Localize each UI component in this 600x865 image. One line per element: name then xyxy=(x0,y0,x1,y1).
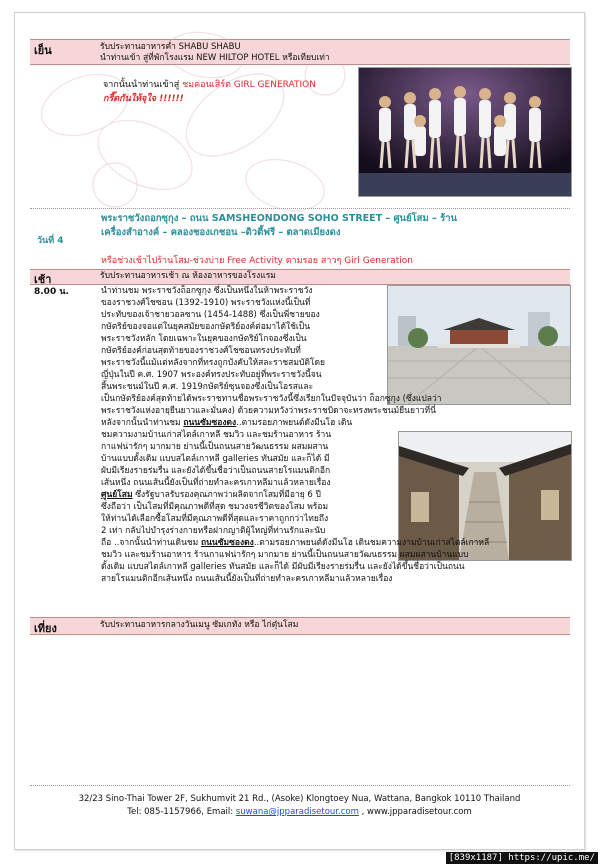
soho-lead-tail: ..ตามรอยภาพยนต์ดังมีนโฮ เดิน xyxy=(236,418,353,428)
footer-divider xyxy=(30,785,570,786)
soho-line: เส้นหนึ่ง ถนนเส้นนี้ยังเป็นที่ถ่ายทำละครเกาหลีมาแล้วหลายเรื่อง xyxy=(101,478,331,488)
dinner-text-1: รับประทานอาหารค่ำ SHABU SHABU xyxy=(100,42,241,52)
palace-line: ประทับของเจ้าชายวอลซาน (1454-1488) ซึ่งเป็นพี่ชายของ xyxy=(101,310,320,320)
ginseng-lead-line xyxy=(101,489,321,502)
footer-email-link[interactable]: suwana@jpparadisetour.com xyxy=(235,807,359,817)
lunch-row xyxy=(30,619,570,635)
breakfast-label: เช้า xyxy=(34,273,52,286)
palace-line: กษัตริย์องค์ก่อนสุดท้ายของราชวงศ์โชซอนทรงประทับที่ xyxy=(101,346,301,356)
palace-line: นำท่านชม พระราชวังถ็อกซูกุง ซึ่งเป็นหนึ่งในห้าพระราชวัง xyxy=(101,286,313,296)
footer-address: 32/23 Sino-Thai Tower 2F, Sukhumvit 21 Rd., (Asoke) Klongtoey Nua, Wattana, Bangkok 10110 Thailand xyxy=(78,794,521,804)
palace-line: เป็นกษัตริย์องค์สุดท้ายได้พระราชทานชื่อพระราชวังนี้ซึ่งเรียกในปัจจุบันว่า ถ็อกซูกุง (ซึ่งแปลว่า xyxy=(101,394,442,404)
dinner-label: เย็น xyxy=(34,44,52,57)
palace-line: ญี่ปุ่นในปี ค.ศ. 1907 พระองค์ทรงประทับอยู่ที่พระราชวังนี้จน xyxy=(101,370,322,380)
concert-illustration xyxy=(359,68,571,196)
walk-lead: ถือ ..จากนั้นนำท่านเดินชม xyxy=(101,538,201,548)
time-label: 8.00 น. xyxy=(34,287,69,297)
concert-prefix: จากนั้นนำท่านเข้าสู่ xyxy=(103,80,183,90)
day-title-2: เครื่องสำอางค์ – คลองชองเกชอน –ดิวตี้ฟรี – ตลาดเมียงดง xyxy=(101,227,341,238)
document-page xyxy=(14,12,585,850)
ginseng-center-name: ศูนย์โสม xyxy=(101,490,133,500)
footer-site[interactable]: , www.jpparadisetour.com xyxy=(358,807,472,817)
walk-lead-tail: ..ตามรอยภาพยนต์ดังมีนโฮ เดินชมความงามบ้านเก่าสไตล์เกาหลี xyxy=(253,538,490,548)
concert-cheer: กรี๊ดกันให้จุใจ !!!!!! xyxy=(103,94,184,104)
soho-line: ผับมีเรียงรายร่มรื่น และยังได้ขึ้นชื่อว่าเป็นถนนสายโรแมนติกอีก xyxy=(101,466,331,476)
divider-top xyxy=(30,208,570,209)
walk-line: ดั้งเดิม แบบสไตล์เกาหลี galleries ทันสมัย และก็ได้ มีผับมีเรียงรายร่มรื่น และยังได้ขึ้นชื่อว่าเป็นถนน xyxy=(101,562,465,572)
day-label: วันที่ 4 xyxy=(37,236,64,246)
soho-line: กาแฟน่ารักๆ มากมาย ย่านนี้เป็นถนนสายวัฒนธรรม ผสมผสาน xyxy=(101,442,329,452)
day-title-1: พระราชวังถอกซุกุง – ถนน SAMSHEONDONG SOHO STREET – ศูนย์โสม – ร้าน xyxy=(101,213,458,224)
dinner-text-2: นำท่านเข้า สู่ที่พักโรงแรม NEW HILTOP HOTEL หรือเทียบเท่า xyxy=(100,53,330,63)
concert-photo xyxy=(358,67,572,197)
palace-line: พระราชวังนี้แม้แต่หลังจากที่ทรงถูกบังคับให้สละราชสมบัติโดย xyxy=(101,358,325,368)
palace-photo xyxy=(387,285,571,405)
palace-line: ของราชวงศ์โชซอน (1392-1910) พระราชวังแห่งนี้เป็นที่ xyxy=(101,298,311,308)
walk-line: สายโรแมนติกอีกเส้นหนึ่ง ถนนเส้นนี้ยังเป็นที่ถ่ายทำละครเกาหลีมาแล้วหลายเรื่อง xyxy=(101,574,393,584)
ginseng-line: 2 เท่า กลับไปบำรุงร่างกายหรือฝากญาติผู้ใหญ่ที่ท่านรักและนับ xyxy=(101,526,326,536)
palace-line: พระราชวังแห่งอายุยืนยาวและมั่นคง) ด้วยความหวังว่าพระราชบิดาจะทรงพระชนม์ยืนยาวที่นี่ xyxy=(101,406,436,416)
ginseng-lead-tail: ซึ่งรัฐบาลรับรองคุณภาพว่าผลิตจากโสมที่มีอายุ 6 ปี xyxy=(132,490,321,500)
footer-tel: Tel: 085-1157966, Email: xyxy=(127,807,236,817)
soho-line: บ้านแบบดั้งเดิม แบบสไตล์เกาหลี galleries ทันสมัย และก็ได้ มี xyxy=(101,454,330,464)
concert-line xyxy=(103,79,316,92)
soho-lead: หลังจากนั้นนำท่านชม xyxy=(101,418,181,428)
palace-line: พระราชวังหลัก โดยเฉพาะในยุคของกษัตริย์โกจองซึ่งเป็น xyxy=(101,334,307,344)
footer-contact xyxy=(15,806,584,818)
lunch-label: เที่ยง xyxy=(34,622,57,635)
palace-illustration xyxy=(388,286,570,404)
soho-street-name: ถนนซัมซองดง xyxy=(183,418,237,428)
palace-line: กษัตริย์ของจอแต่ในยุคสมัยของกษัตริย์องค์ต่อมาได้ใช้เป็น xyxy=(101,322,311,332)
walk-lead-line xyxy=(101,537,489,550)
lunch-text: รับประทานอาหารกลางวันเมนู ซัมเกทัง หรือ ไก่ตุ๋นโสม xyxy=(100,620,299,630)
soho-line: ชมความงามบ้านเก่าสไตล์เกาหลี ชมวิว และชมร้านอาหาร ร้าน xyxy=(101,430,332,440)
palace-line: สิ้นพระชนม์ในปี ค.ศ. 1919กษัตริย์ซุนจองซึ่งเป็นโอรสและ xyxy=(101,382,314,392)
ginseng-line: ซึ่งถือว่า เป็นโสมที่มีคุณภาพดีที่สุด ชมวงจรชีวิตของโสม พร้อม xyxy=(101,502,329,512)
dinner-row xyxy=(30,41,570,65)
walk-street-name: ถนนซัมซองดง xyxy=(200,538,254,548)
ginseng-line: ให้ท่านได้เลือกซื้อโสมที่มีคุณภาพดีที่สุดและราคาถูกกว่าไทยถึง xyxy=(101,514,329,524)
watermark: [839x1187] https://upic.me/ xyxy=(446,852,598,864)
day-note: หรือช่วงเช้าไปร้านโสม-ช่วงบ่าย Free Activity ตามรอย สาวๆ Girl Generation xyxy=(101,256,413,266)
breakfast-text: รับประทานอาหารเช้า ณ ห้องอาหารของโรงแรม xyxy=(100,271,276,281)
breakfast-row xyxy=(30,270,570,284)
concert-title: ชมคอนเสิร์ต GIRL GENERATION xyxy=(182,80,316,90)
walk-line: ชมวิว และชมร้านอาหาร ร้านกาแฟน่ารักๆ มากมาย ย่านนี้เป็นถนนสายวัฒนธรรม ผสมผสานบ้านแบบ xyxy=(101,550,469,560)
soho-lead-line xyxy=(101,417,352,430)
